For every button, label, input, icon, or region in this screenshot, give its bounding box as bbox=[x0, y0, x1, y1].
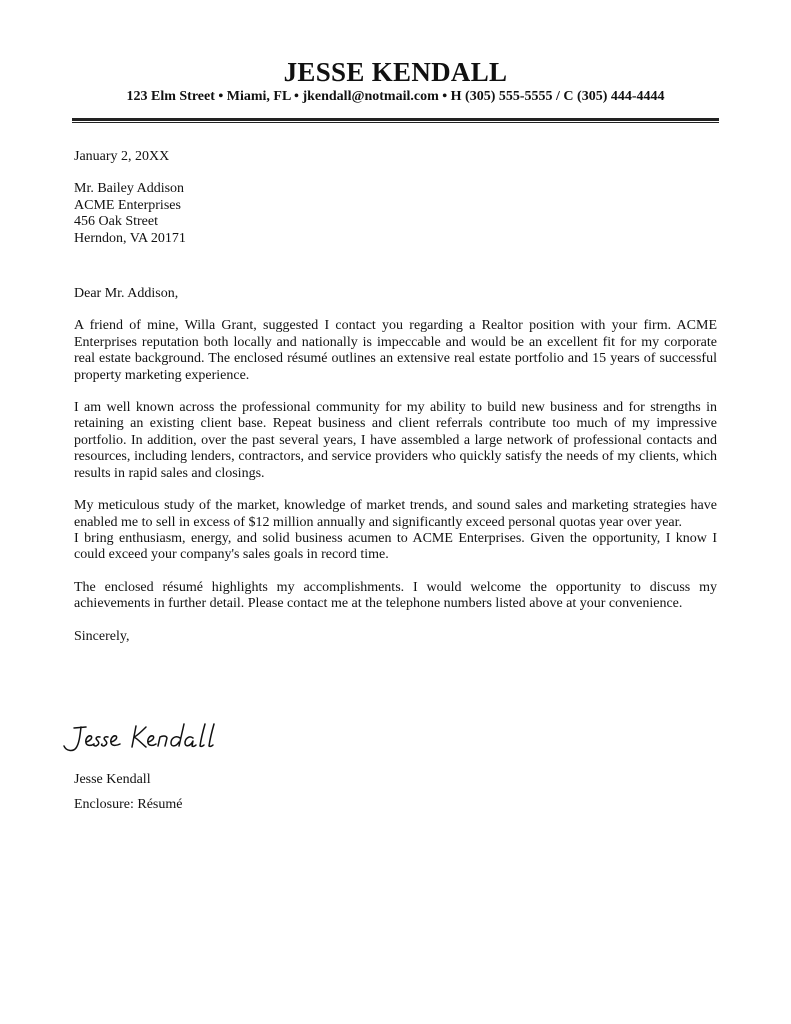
salutation: Dear Mr. Addison, bbox=[74, 286, 179, 302]
signer-name: Jesse Kendall bbox=[74, 772, 151, 787]
paragraph-enthusiasm: I bring enthusiasm, energy, and solid business acumen to ACME Enterprises. Given the opportunity, I know I could exceed your company's sales goals in record time. bbox=[74, 530, 717, 563]
closing: Sincerely, bbox=[74, 628, 130, 644]
paragraph-experience: I am well known across the professional community for my ability to build new business and for strengths in retaining an existing client base. Repeat business and client referrals contribute too much of my impressive portfolio. In addition, over the past several years, I have assembled a large network of professional contacts and resources, including lenders, contractors, and service providers who quickly satisfy the needs of my clients, which results in rapid sales and closings. bbox=[74, 400, 717, 481]
sender-contact-line: 123 Elm Street • Miami, FL • jkendall@notmail.com • H (305) 555-5555 / C (305) 444-4444 bbox=[126, 89, 665, 104]
recipient-street: 456 Oak Street bbox=[74, 214, 158, 230]
recipient-city: Herndon, VA 20171 bbox=[74, 230, 186, 246]
recipient-company: ACME Enterprises bbox=[74, 197, 181, 213]
recipient-address bbox=[74, 181, 717, 247]
paragraph-market: My meticulous study of the market, knowledge of market trends, and sound sales and marketing strategies have enabled me to sell in excess of $12 million annually and significantly exceed personal quotas year over year. bbox=[74, 498, 717, 530]
recipient-name: Mr. Bailey Addison bbox=[74, 181, 185, 197]
letter-date: January 2, 20XX bbox=[74, 149, 170, 164]
letterhead bbox=[72, 56, 719, 106]
handwritten-signature bbox=[60, 716, 260, 760]
letter-body bbox=[74, 149, 717, 645]
paragraph-intro: A friend of mine, Willa Grant, suggested I contact you regarding a Realtor position with your firm. ACME Enterprises reputation both locally and nationally is impeccable and would be an excellent fit for my corporate real estate background. The enclosed résumé outlines an extensive real estate portfolio and 15 years of successful property marketing experience. bbox=[74, 318, 717, 383]
sender-name: JESSE KENDALL bbox=[283, 57, 508, 87]
paragraph-closing: The enclosed résumé highlights my accomplishments. I would welcome the opportunity to discuss my achievements in further detail. Please contact me at the telephone numbers listed above at your convenience. bbox=[74, 579, 717, 612]
enclosure-note: Enclosure: Résumé bbox=[74, 797, 183, 812]
letterhead-divider bbox=[72, 118, 719, 123]
